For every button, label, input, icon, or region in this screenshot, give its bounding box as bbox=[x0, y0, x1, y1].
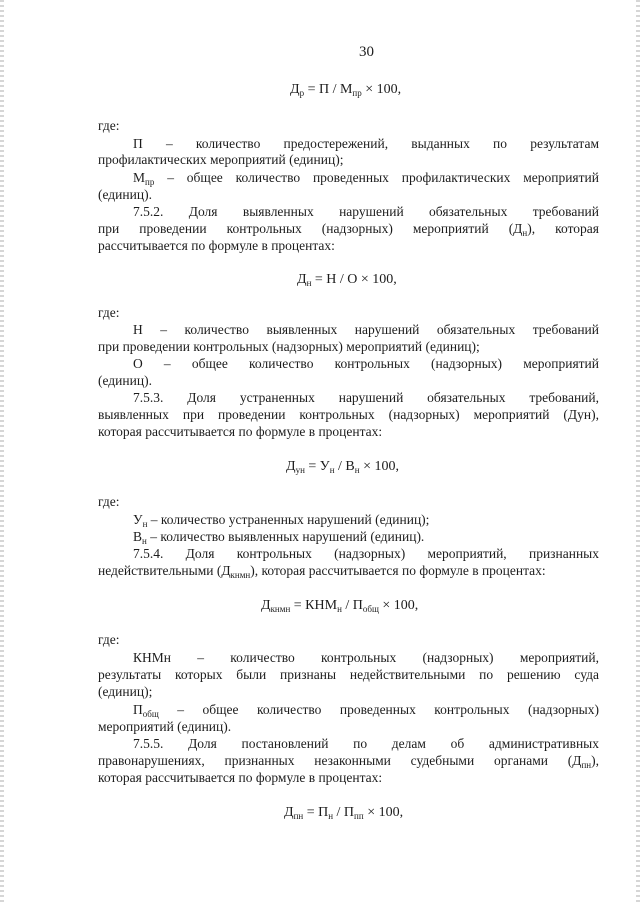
scan-edge-left bbox=[0, 0, 4, 905]
section-7-5-2-line2: при проведении контрольных (надзорных) мероприятий $(Д_н)$, которая bbox=[98, 221, 599, 238]
definition-knm: КНМн – количество контрольных (надзорных) мероприятий, bbox=[133, 650, 599, 665]
definition-knm-line2: результаты которых были признаны недействительными по решению суда bbox=[98, 667, 599, 682]
formula-dp: $Д_р = П / М_{пр} \times 100$, bbox=[290, 82, 402, 98]
definition-mpr: $М_{пр}$ – общее количество проведенных профилактических мероприятий bbox=[133, 170, 599, 187]
page-number: 30 bbox=[359, 44, 374, 60]
formula-dn: $Д_н = Н / О \times 100$, bbox=[297, 272, 397, 288]
definition-pob-cont: мероприятий (единиц). bbox=[98, 719, 232, 734]
definition-mpr-cont: (единиц). bbox=[98, 187, 152, 202]
scan-edge-right bbox=[636, 0, 640, 905]
section-7-5-2: 7.5.2. Доля выявленных нарушений обязательных требований bbox=[133, 204, 599, 219]
definition-o-cont: (единиц). bbox=[98, 373, 152, 388]
section-7-5-5-line2: правонарушениях, признанных незаконными судебными органами $(Д_{пн})$, bbox=[98, 753, 599, 770]
definition-n: Н – количество выявленных нарушений обязательных требований bbox=[133, 322, 599, 337]
definition-knm-line3: (единиц); bbox=[98, 684, 153, 699]
formula-dpn: $Д_{пн} = П_н / П_{пп} \times 100$, bbox=[284, 805, 404, 821]
formula-dknm: $Д_{кнмн} = КНМ_н / П_{общ} \times 100$, bbox=[261, 598, 419, 614]
definition-p-cont: профилактических мероприятий (единиц); bbox=[98, 152, 344, 167]
section-7-5-5-line3: которая рассчитывается по формуле в процентах: bbox=[98, 770, 383, 785]
section-7-5-3-line2: выявленных при проведении контрольных (надзорных) мероприятий (Дун), bbox=[98, 407, 599, 422]
formula-dun: $Д_{ун} = У_н / В_н \times 100$, bbox=[286, 459, 399, 475]
section-7-5-3: 7.5.3. Доля устраненных нарушений обязательных требований, bbox=[133, 390, 599, 405]
definition-n-cont: при проведении контрольных (надзорных) мероприятий (единиц); bbox=[98, 339, 480, 354]
definition-un: $У_н$ – количество устраненных нарушений (единиц); bbox=[133, 512, 430, 529]
section-7-5-4: 7.5.4. Доля контрольных (надзорных) мероприятий, признанных bbox=[133, 546, 599, 561]
section-7-5-2-line3: рассчитывается по формуле в процентах: bbox=[98, 238, 335, 253]
where-label: где: bbox=[98, 305, 120, 320]
definition-p: П – количество предостережений, выданных по результатам bbox=[133, 136, 599, 151]
section-7-5-4-line2: недействительными $(Д_{кнмн})$, которая рассчитывается по формуле в процентах: bbox=[98, 563, 546, 580]
where-label: где: bbox=[98, 632, 120, 647]
definition-o: О – общее количество контрольных (надзорных) мероприятий bbox=[133, 356, 599, 371]
section-7-5-5: 7.5.5. Доля постановлений по делам об административных bbox=[133, 736, 599, 751]
definition-vn: $В_н$ – количество выявленных нарушений (единиц). bbox=[133, 529, 425, 546]
where-label: где: bbox=[98, 118, 120, 133]
definition-pob: $П_{общ}$ – общее количество проведенных контрольных (надзорных) bbox=[133, 702, 599, 719]
section-7-5-3-line3: которая рассчитывается по формуле в процентах: bbox=[98, 424, 383, 439]
where-label: где: bbox=[98, 494, 120, 509]
